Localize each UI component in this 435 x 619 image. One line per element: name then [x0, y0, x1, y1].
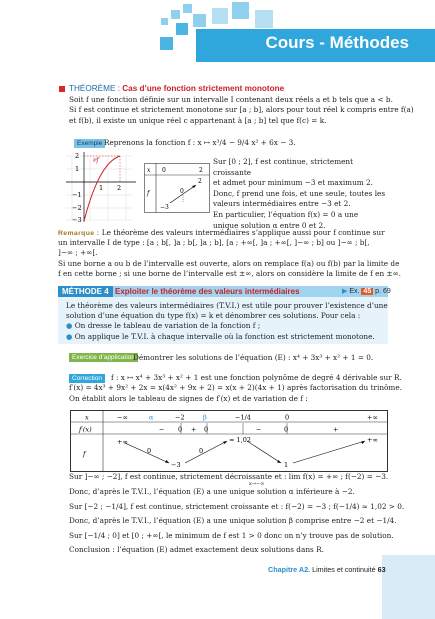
remark-label: Remarque :	[58, 230, 100, 237]
y-tick: −2	[72, 204, 82, 212]
triangle-right-icon: ▶	[342, 288, 348, 295]
correction-line: f′(x) = 4x³ + 9x² + 2x = x(4x² + 9x + 2) = x(x + 2)(4x + 1) après factorisation du trinôme.	[69, 383, 402, 393]
example-line: et admet pour minimum −3 et maximum 2.	[213, 178, 373, 188]
example-line: En particulier, l’équation f(x) = 0 a une	[213, 209, 359, 219]
conclusion-line: Donc, d’après le T.V.I., l’équation (E) a une unique solution β comprise entre −2 et −1/4.	[69, 516, 397, 526]
decor-square	[161, 18, 168, 25]
page-title: Cours - Méthodes	[265, 33, 409, 52]
x-tick: 2	[117, 184, 122, 192]
method-bullet: On applique le T.V.I. à chaque intervalle où la fonction est strictement monotone.	[74, 331, 375, 341]
exercise-ref-number: 45	[363, 288, 372, 295]
example-line: unique solution α entre 0 et 2.	[213, 220, 326, 230]
sign-cell: 0	[178, 425, 183, 434]
footer-chapter: Chapitre A2.	[268, 565, 311, 574]
decor-square	[212, 8, 228, 24]
table-zero-value: 0	[180, 188, 184, 195]
method-title: Exploiter le théorème des valeurs intermédiaires	[115, 287, 300, 296]
x-row-label: x	[85, 413, 89, 422]
theorem-label: THÉORÈME	[69, 84, 116, 93]
conclusion-line: Sur [−2 ; −1/4], f est continue, strictement croissante et : f(−2) = −3 ; f(−1/4) ≈ 1,02 > 0.	[69, 501, 405, 511]
red-square-icon	[59, 86, 65, 92]
example-line: Donc, f prend une fois, et une seule, toutes les	[213, 188, 386, 198]
theorem-title: Cas d’une fonction strictement monotone	[122, 84, 285, 93]
example-variation-table	[144, 163, 210, 213]
example-intro: Reprenons la fonction f : x ↦ x³/4 − 9/4 x² + 6x − 3.	[104, 138, 296, 147]
f-row-label: f	[83, 450, 86, 458]
x-value: +∞	[367, 413, 378, 422]
method-tag: MÉTHODE 4	[58, 286, 113, 297]
table-x-value: 2	[199, 167, 203, 174]
decor-square	[255, 10, 273, 28]
sign-cell: 0	[204, 425, 209, 434]
x-tick: 1	[99, 184, 104, 192]
theorem-line: et f(b), il existe un unique réel c appartenant à [a ; b] tel que f(c) = k.	[69, 115, 327, 125]
x-value: α	[149, 413, 154, 422]
decor-square	[160, 37, 173, 50]
sign-cell: +	[191, 425, 197, 434]
footer-title: Limites et continuité	[312, 565, 376, 574]
exercise-text: Démontrer les solutions de l’équation (E) : x⁴ + 3x³ + x² + 1 = 0.	[133, 353, 374, 362]
method-bar	[58, 286, 388, 297]
y-tick: 2	[75, 152, 80, 160]
conclusion-line: Sur [−1/4 ; 0] et [0 ; +∞[, le minimum de f est 1 > 0 donc on n’y trouve pas de solution.	[69, 530, 394, 540]
page-footer	[268, 565, 386, 574]
x-value: −∞	[117, 413, 128, 422]
table-x-label: x	[147, 167, 151, 174]
limit-subscript: x→−∞	[249, 481, 265, 488]
decor-square	[232, 2, 249, 19]
decor-square	[183, 4, 192, 13]
sign-cell: +	[333, 425, 339, 434]
exercise-tag: Exercice d’application	[69, 353, 138, 362]
method-box	[58, 297, 388, 344]
exercise-reference[interactable]	[342, 286, 391, 297]
example-explanation	[213, 157, 388, 231]
remark-line: f en cette borne ; si une borne de l’intervalle est ±∞, alors on considère la limite de f en ±∞.	[58, 268, 401, 278]
theorem-line: Soit f une fonction définie sur un intervalle I contenant deux réels a et b tels que a < b.	[69, 95, 393, 104]
theorem-heading: THÉORÈME : Cas d’une fonction strictement monotone	[59, 84, 284, 93]
conclusion-line: Sur ]−∞ ; −2], f est continue, strictement décroissante et : lim f(x) = +∞ ; f(−2) = −3.	[69, 472, 389, 481]
fprime-row-label: f′(x)	[79, 425, 92, 434]
f-value: +∞	[367, 436, 378, 444]
example-line: Sur [0 ; 2], f est continue, strictement croissante	[213, 157, 354, 177]
correction-line: f : x ↦ x⁴ + 3x³ + x² + 1 est une fonction polynôme de degré 4 dérivable sur R.	[111, 373, 402, 382]
footer-bar	[382, 555, 435, 619]
method-line: Le théorème des valeurs intermédiaires (T.V.I.) est utile pour prouver l’existence d’une	[66, 301, 388, 310]
x-value: −1/4	[235, 413, 251, 422]
function-graph	[62, 148, 140, 224]
y-tick: −3	[72, 216, 82, 224]
f-value: 1	[284, 461, 289, 469]
exercise-ref-prefix: Ex.	[349, 288, 360, 295]
f-value: 0	[199, 447, 204, 455]
correction-tag: Correction	[69, 374, 105, 383]
decor-square	[193, 14, 206, 27]
remark-block	[58, 228, 401, 279]
conclusion-block	[69, 472, 405, 555]
f-value: −3	[171, 461, 181, 469]
example-line: valeurs intermédiaires entre −3 et 2.	[213, 199, 351, 209]
x-value: 0	[285, 413, 290, 422]
f-value: 0	[147, 447, 152, 455]
remark-line: ]−∞ ; +∞[.	[58, 248, 98, 258]
theorem-line: Si f est continue et strictement monotone sur [a ; b], alors pour tout réel k compris entre f(a)	[69, 105, 414, 115]
exercise-ref-page: p. 69	[375, 288, 391, 295]
method-line: solution d’une équation du type f(x) = k et dénombrer ces solutions. Pour cela :	[66, 311, 361, 321]
sign-cell: 0	[284, 425, 289, 434]
decor-square	[176, 23, 188, 35]
bullet-icon: ●	[66, 321, 75, 331]
remark-line: Le théorème des valeurs intermédiaires s’applique aussi pour f continue sur	[101, 228, 385, 237]
f-value: +∞	[117, 438, 128, 446]
x-value: −2	[175, 413, 185, 422]
remark-line: un intervalle I de type : [a ; b[, ]a ; b[, ]a ; b], [a ; +∞[, ]a ; +∞[, ]−∞ ; b] ou ]−∞ ; b[,	[58, 238, 370, 248]
remark-line: Si une borne a ou b de l’intervalle est ouverte, alors on remplace f(a) ou f(b) par la limite de	[58, 258, 400, 268]
table-f-label: f	[147, 190, 150, 197]
theorem-body	[69, 95, 414, 126]
table-x-value: 0	[162, 167, 166, 174]
sign-cell: −	[256, 425, 262, 434]
bullet-icon: ●	[66, 331, 75, 341]
correction-body	[69, 373, 402, 404]
f-value: ≈ 1,02	[229, 436, 251, 444]
example-tag: Exemple	[74, 139, 105, 148]
y-tick: −1	[72, 191, 82, 199]
y-tick: 1	[75, 165, 80, 173]
page-number: 63	[377, 565, 386, 574]
page-header	[0, 0, 435, 72]
x-value: β	[203, 413, 207, 422]
sign-cell: −	[159, 425, 165, 434]
sign-variation-table	[70, 410, 388, 472]
decor-square	[171, 10, 180, 19]
table-top-value: 2	[198, 178, 202, 185]
conclusion-line: Conclusion : l’équation (E) admet exactement deux solutions dans R.	[69, 545, 324, 555]
table-bottom-value: −3	[160, 204, 169, 211]
conclusion-line: Donc, d’après le T.V.I., l’équation (E) a une unique solution α inférieure à −2.	[69, 487, 355, 497]
curve-label: 𝒞f	[92, 157, 99, 164]
correction-line: On établit alors le tableau de signes de f′(x) et de variation de f :	[69, 393, 308, 403]
method-bullet: On dresse le tableau de variation de la fonction f ;	[74, 321, 261, 331]
